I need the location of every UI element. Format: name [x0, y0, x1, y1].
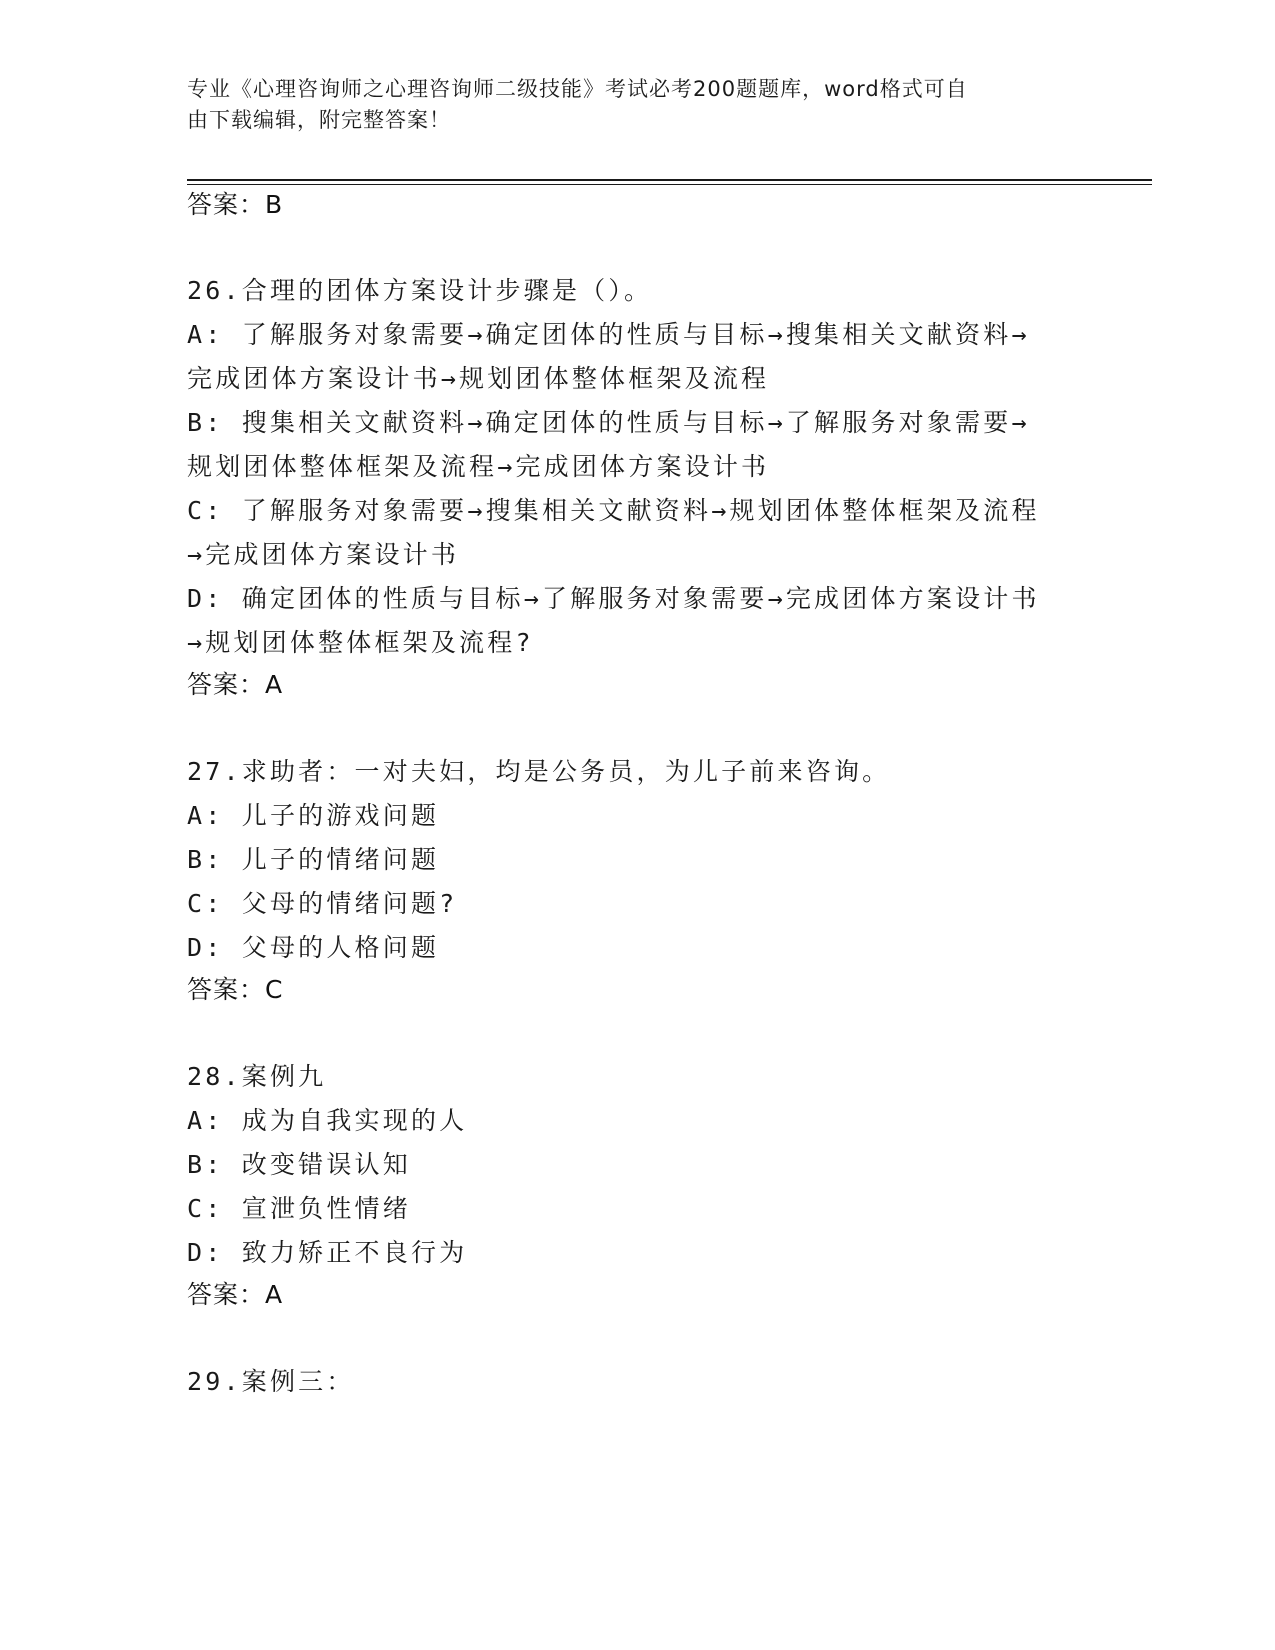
- question-27-option-c: C: 父母的情绪问题?: [187, 889, 458, 918]
- question-28-stem: 28.案例九: [187, 1062, 327, 1091]
- question-26-option-c-line-2: →完成团体方案设计书: [187, 540, 460, 569]
- header-line-2: 由下载编辑，附完整答案！: [187, 108, 451, 132]
- question-27-stem: 27.求助者：一对夫妇，均是公务员，为儿子前来咨询。: [187, 757, 891, 786]
- answer-q26: 答案：A: [187, 670, 284, 699]
- question-28-option-b: B: 改变错误认知: [187, 1150, 411, 1179]
- question-26-stem: 26.合理的团体方案设计步骤是（）。: [187, 276, 653, 305]
- question-26-option-d-line-1: D: 确定团体的性质与目标→了解服务对象需要→完成团体方案设计书: [187, 584, 1040, 613]
- question-27-option-a: A: 儿子的游戏问题: [187, 801, 440, 830]
- question-29-stem: 29.案例三：: [187, 1367, 355, 1396]
- question-26-option-b-line-2: 规划团体整体框架及流程→完成团体方案设计书: [187, 452, 770, 481]
- answer-q27: 答案：C: [187, 975, 284, 1004]
- header-line-1: 专业《心理咨询师之心理咨询师二级技能》考试必考200题题库，word格式可自: [187, 77, 968, 101]
- question-28-option-c: C: 宣泄负性情绪: [187, 1194, 411, 1223]
- question-26-option-a-line-1: A: 了解服务对象需要→确定团体的性质与目标→搜集相关文献资料→: [187, 320, 1030, 349]
- question-26-option-d-line-2: →规划团体整体框架及流程?: [187, 628, 534, 657]
- question-26-option-a-line-2: 完成团体方案设计书→规划团体整体框架及流程: [187, 364, 770, 393]
- question-28-option-a: A: 成为自我实现的人: [187, 1106, 468, 1135]
- question-27-option-d: D: 父母的人格问题: [187, 933, 440, 962]
- page-header: [187, 74, 1067, 136]
- question-26-option-b-line-1: B: 搜集相关文献资料→确定团体的性质与目标→了解服务对象需要→: [187, 408, 1030, 437]
- question-27-option-b: B: 儿子的情绪问题: [187, 845, 440, 874]
- header-rule-thick: [187, 179, 1152, 181]
- answer-q28: 答案：A: [187, 1280, 284, 1309]
- answer-q25: 答案：B: [187, 190, 284, 219]
- header-rule-thin: [187, 184, 1152, 185]
- question-26-option-c-line-1: C: 了解服务对象需要→搜集相关文献资料→规划团体整体框架及流程: [187, 496, 1040, 525]
- question-28-option-d: D: 致力矫正不良行为: [187, 1238, 468, 1267]
